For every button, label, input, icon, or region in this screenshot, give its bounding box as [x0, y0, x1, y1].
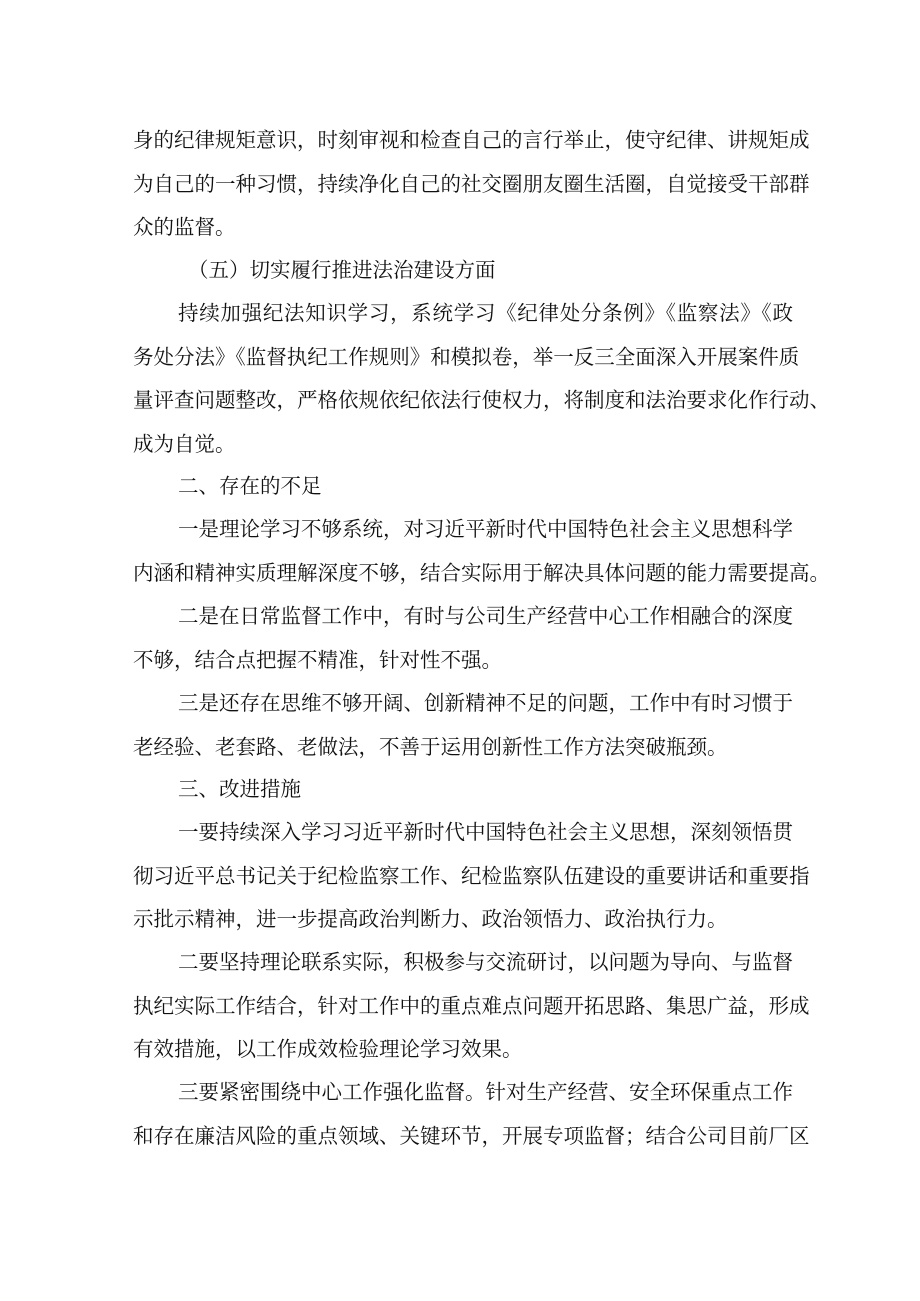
paragraph-line: 一是理论学习不够系统，对习近平新时代中国特色社会主义思想科学 — [178, 517, 793, 541]
paragraph-line: 三是还存在思维不够开阔、创新精神不足的问题，工作中有时习惯于 — [178, 691, 793, 715]
paragraph-line: 和存在廉洁风险的重点领域、关键环节，开展专项监督；结合公司目前厂区 — [133, 1124, 810, 1148]
paragraph-line: 务处分法》《监督执纪工作规则》和模拟卷，举一反三全面深入开展案件质 — [133, 345, 800, 369]
paragraph-line: 为自己的一种习惯，持续净化自己的社交圈朋友圈生活圈，自觉接受干部群 — [133, 172, 810, 196]
paragraph-line: 彻习近平总书记关于纪检监察工作、纪检监察队伍建设的重要讲话和重要指 — [133, 864, 810, 888]
paragraph-line: 成为自觉。 — [133, 432, 236, 456]
paragraph-line: 三要紧密围绕中心工作强化监督。针对生产经营、安全环保重点工作 — [178, 1080, 793, 1104]
paragraph-line: 一要持续深入学习习近平新时代中国特色社会主义思想，深刻领悟贯 — [178, 820, 793, 844]
paragraph-line: 不够，结合点把握不精准，针对性不强。 — [133, 648, 502, 672]
paragraph-line: 量评查问题整改，严格依规依纪依法行使权力，将制度和法治要求化作行动、 — [133, 388, 830, 412]
paragraph-line: 二要坚持理论联系实际，积极参与交流研讨，以问题为导向、与监督 — [178, 950, 793, 974]
paragraph-line: 示批示精神，进一步提高政治判断力、政治领悟力、政治执行力。 — [133, 907, 728, 931]
paragraph-line: 执纪实际工作结合，针对工作中的重点难点问题开拓思路、集思广益，形成 — [133, 994, 810, 1018]
paragraph-line: 二是在日常监督工作中，有时与公司生产经营中心工作相融合的深度 — [178, 604, 793, 628]
section-heading: 三、改进措施 — [178, 777, 301, 801]
paragraph-line: 众的监督。 — [133, 215, 236, 239]
paragraph-line: 内涵和精神实质理解深度不够，结合实际用于解决具体问题的能力需要提高。 — [133, 561, 830, 585]
paragraph-line: 有效措施，以工作成效检验理论学习效果。 — [133, 1037, 523, 1061]
section-heading: （五）切实履行推进法治建设方面 — [188, 258, 496, 282]
paragraph-line: 持续加强纪法知识学习，系统学习《纪律处分条例》《监察法》《政 — [178, 301, 793, 325]
paragraph-line: 老经验、老套路、老做法，不善于运用创新性工作方法突破瓶颈。 — [133, 735, 728, 759]
section-heading: 二、存在的不足 — [178, 474, 322, 498]
paragraph-line: 身的纪律规矩意识，时刻审视和检查自己的言行举止，使守纪律、讲规矩成 — [133, 128, 810, 152]
